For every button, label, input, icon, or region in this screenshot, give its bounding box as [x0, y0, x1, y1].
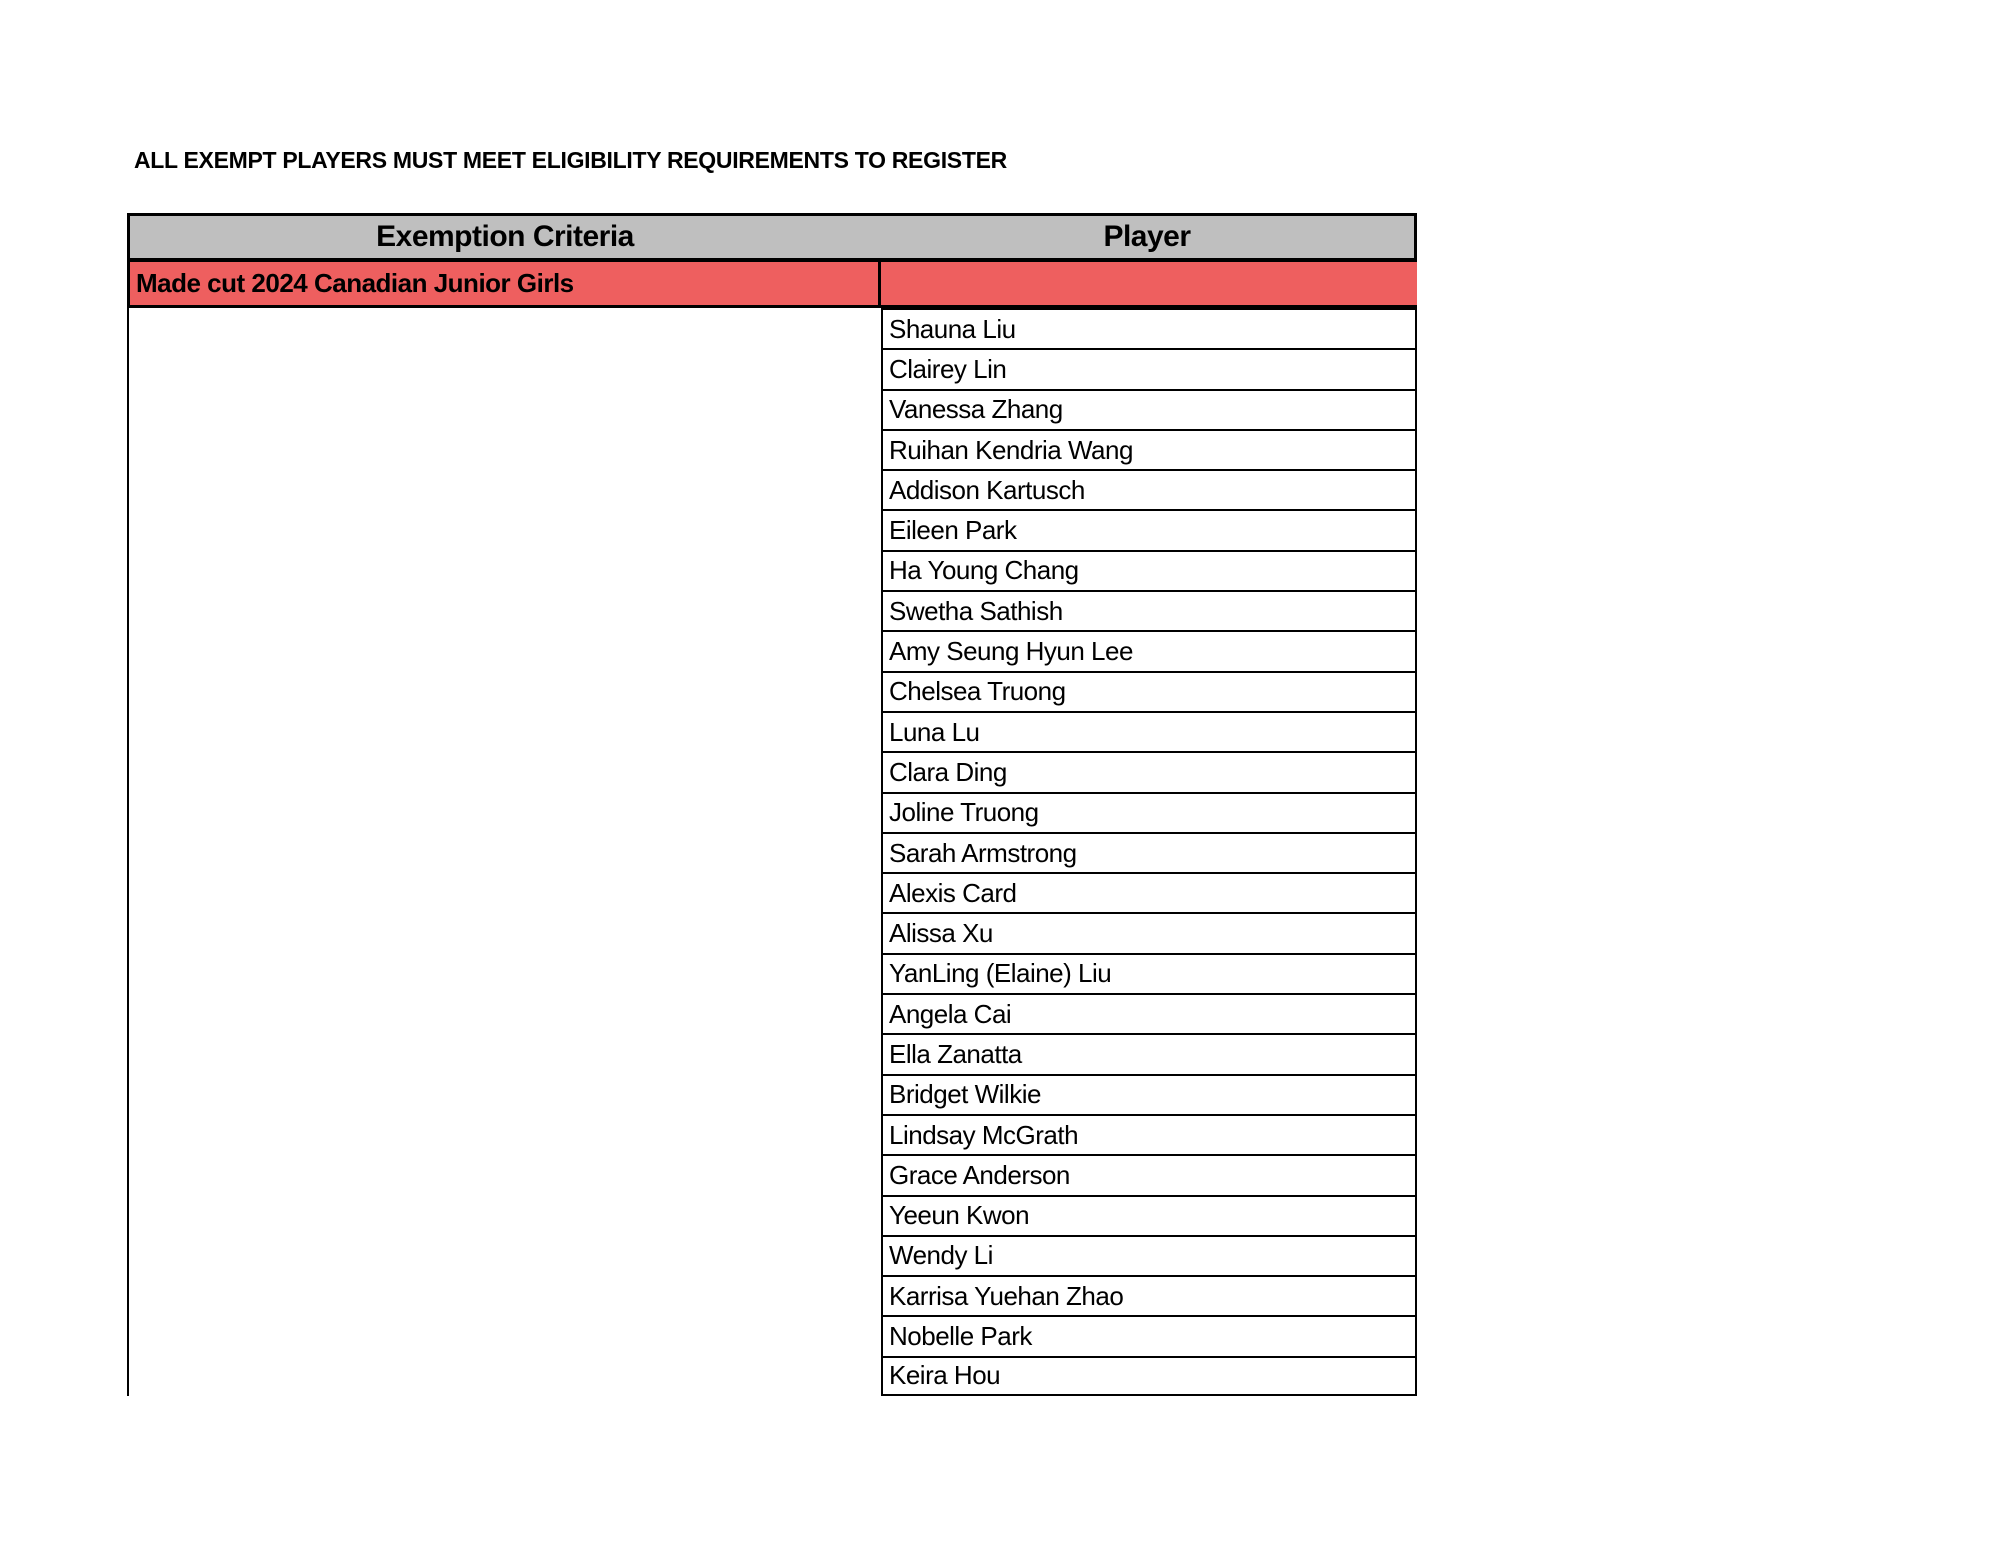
player-cell[interactable]: Luna Lu: [881, 711, 1417, 751]
player-cell[interactable]: Vanessa Zhang: [881, 389, 1417, 429]
player-cell[interactable]: Keira Hou: [881, 1356, 1417, 1396]
table-body: [127, 308, 1417, 1396]
player-list: [881, 308, 1417, 1396]
player-cell[interactable]: Nobelle Park: [881, 1315, 1417, 1355]
player-cell[interactable]: Ella Zanatta: [881, 1033, 1417, 1073]
exemption-criteria-cell[interactable]: Made cut 2024 Canadian Junior Girls: [130, 262, 881, 305]
player-cell[interactable]: Amy Seung Hyun Lee: [881, 630, 1417, 670]
player-cell[interactable]: Addison Kartusch: [881, 469, 1417, 509]
player-cell[interactable]: Yeeun Kwon: [881, 1195, 1417, 1235]
player-cell[interactable]: Clara Ding: [881, 751, 1417, 791]
player-cell[interactable]: Swetha Sathish: [881, 590, 1417, 630]
criteria-column-spacer: [127, 308, 881, 1396]
table-header-row: [127, 213, 1417, 262]
player-cell[interactable]: Ha Young Chang: [881, 550, 1417, 590]
player-cell[interactable]: Lindsay McGrath: [881, 1114, 1417, 1154]
exemption-player-cell[interactable]: [881, 262, 1417, 305]
player-cell[interactable]: Grace Anderson: [881, 1154, 1417, 1194]
column-header-exemption-criteria[interactable]: Exemption Criteria: [376, 220, 634, 253]
player-cell[interactable]: Alexis Card: [881, 872, 1417, 912]
player-cell[interactable]: Clairey Lin: [881, 348, 1417, 388]
player-cell[interactable]: Joline Truong: [881, 792, 1417, 832]
player-cell[interactable]: YanLing (Elaine) Liu: [881, 953, 1417, 993]
player-cell[interactable]: Eileen Park: [881, 509, 1417, 549]
player-cell[interactable]: Alissa Xu: [881, 912, 1417, 952]
exemption-table: [127, 213, 1417, 1396]
player-cell[interactable]: Sarah Armstrong: [881, 832, 1417, 872]
player-cell[interactable]: Wendy Li: [881, 1235, 1417, 1275]
player-cell[interactable]: Ruihan Kendria Wang: [881, 429, 1417, 469]
page-title: ALL EXEMPT PLAYERS MUST MEET ELIGIBILITY REQUIREMENTS TO REGISTER: [134, 147, 1007, 173]
player-cell[interactable]: Shauna Liu: [881, 308, 1417, 348]
player-cell[interactable]: Bridget Wilkie: [881, 1074, 1417, 1114]
player-cell[interactable]: Angela Cai: [881, 993, 1417, 1033]
player-cell[interactable]: Karrisa Yuehan Zhao: [881, 1275, 1417, 1315]
column-header-player[interactable]: Player: [1103, 220, 1191, 253]
player-cell[interactable]: Chelsea Truong: [881, 671, 1417, 711]
exemption-criteria-row: [127, 262, 1417, 308]
